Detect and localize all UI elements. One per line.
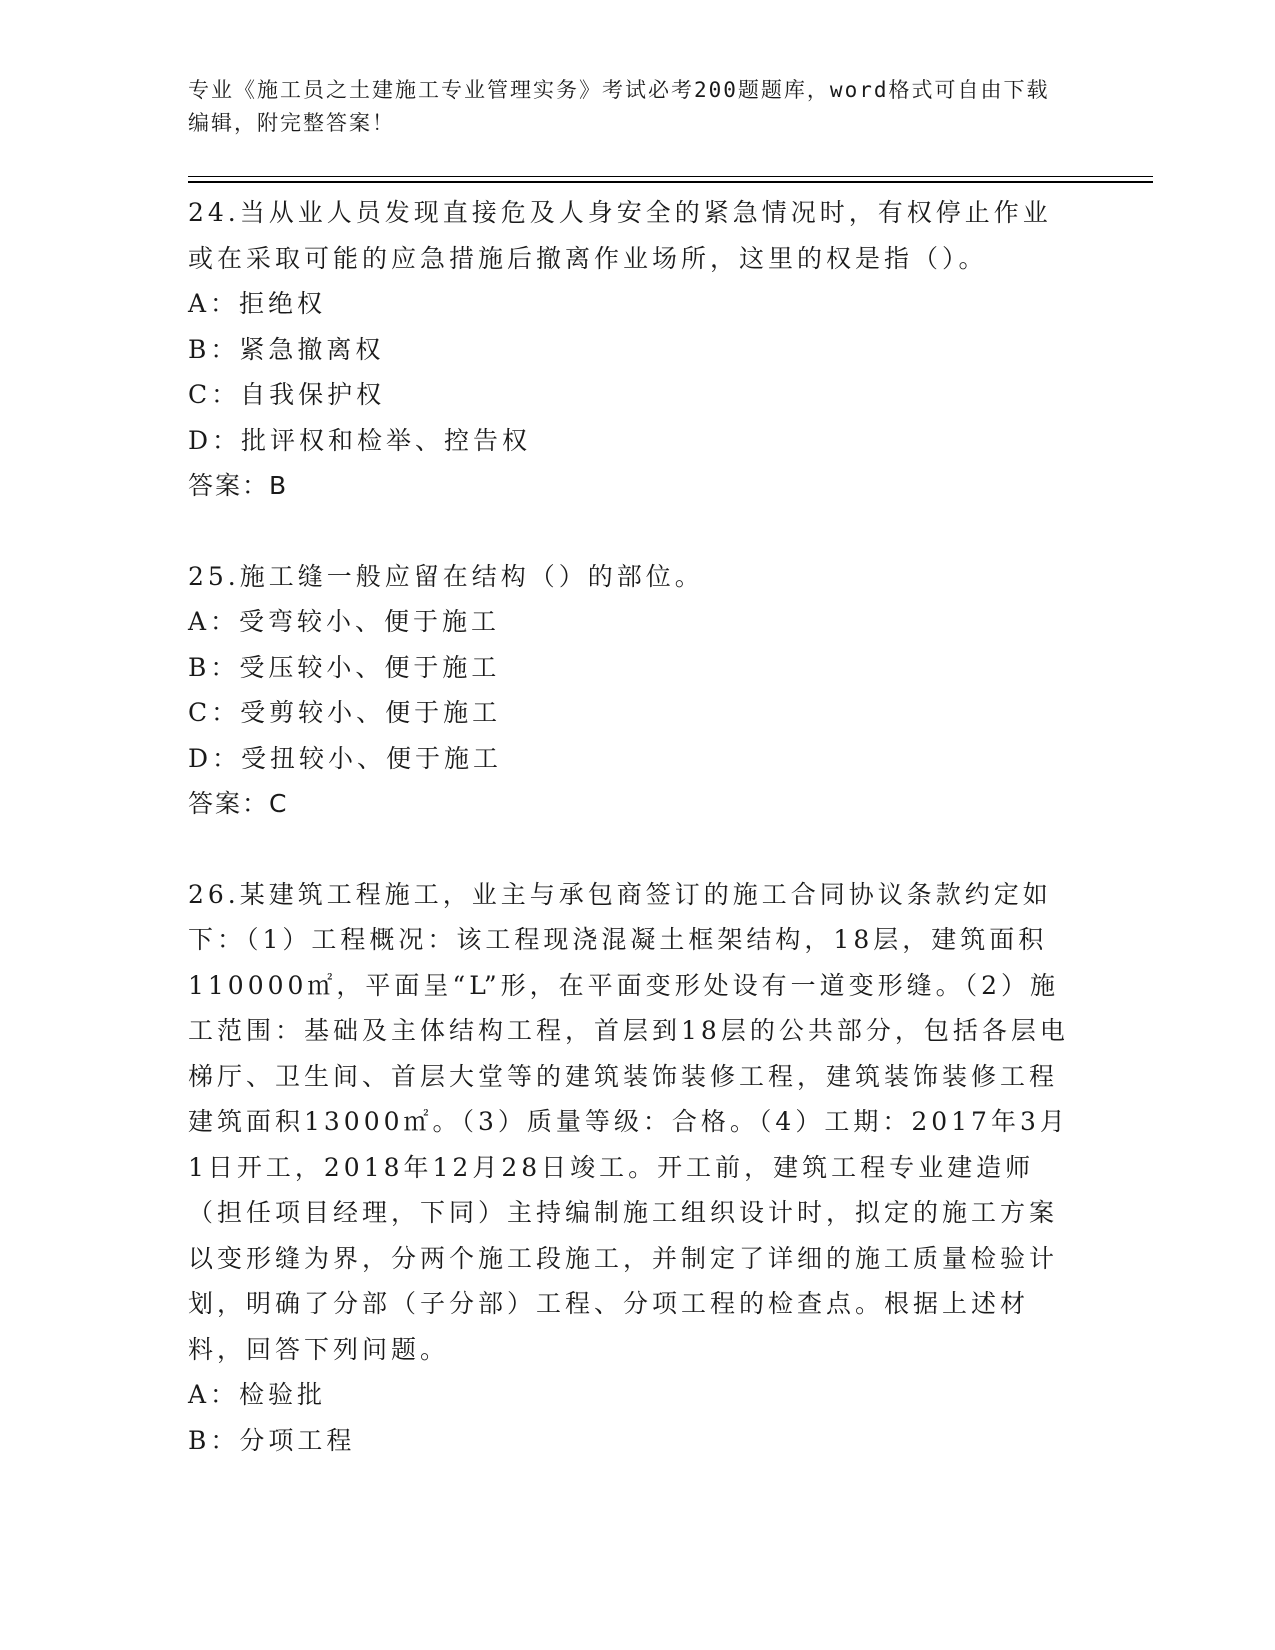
- question-25: [188, 554, 1078, 827]
- option-d: D：受扭较小、便于施工: [188, 743, 503, 773]
- option-b: B：受压较小、便于施工: [188, 652, 501, 682]
- option-c: C：自我保护权: [188, 380, 386, 409]
- answer-line: 答案：B: [188, 471, 289, 500]
- document-header: 专业《施工员之土建施工专业管理实务》考试必考200题题库，word格式可自由下载编辑，附完整答案！: [188, 78, 1050, 135]
- question-stem: 25.施工缝一般应留在结构（）的部位。: [188, 561, 704, 591]
- answer-line: 答案：C: [188, 789, 289, 818]
- option-b: B：紧急撤离权: [188, 334, 385, 364]
- question-24: [188, 190, 1078, 509]
- option-b: B：分项工程: [188, 1425, 356, 1455]
- question-spacer: [188, 827, 1078, 872]
- question-stem: 24.当从业人员发现直接危及人身安全的紧急情况时，有权停止作业或在采取可能的应急措施后撤离作业场所，这里的权是指（）。: [188, 198, 1052, 273]
- option-d: D：批评权和检举、控告权: [188, 425, 532, 455]
- question-list: [188, 190, 1078, 1463]
- option-a: A：拒绝权: [188, 289, 327, 318]
- header-divider-thin: [188, 176, 1153, 177]
- question-spacer: [188, 509, 1078, 554]
- header-divider-thick: [188, 181, 1153, 183]
- option-a: A：受弯较小、便于施工: [188, 607, 501, 636]
- question-26: [188, 872, 1078, 1464]
- option-a: A：检验批: [188, 1380, 327, 1409]
- option-c: C：受剪较小、便于施工: [188, 698, 502, 727]
- question-stem: 26.某建筑工程施工，业主与承包商签订的施工合同协议条款约定如下：（1）工程概况：该工程现浇混凝土框架结构，18层，建筑面积110000㎡，平面呈“L”形，在平面变形处设有一道变形缝。（2）施工范围：基础及主体结构工程，首层到18层的公共部分，包括各层电梯厅、卫生间、首层大堂等的建筑装饰装修工程，建筑装饰装修工程建筑面积13000㎡。（3）质量等级：合格。（4）工期：2017年3月1日开工，2018年12月28日竣工。开工前，建筑工程专业建造师（担任项目经理，下同）主持编制施工组织设计时，拟定的施工方案以变形缝为界，分两个施工段施工，并制定了详细的施工质量检验计划，明确了分部（子分部）工程、分项工程的检查点。根据上述材料，回答下列问题。: [188, 879, 1069, 1364]
